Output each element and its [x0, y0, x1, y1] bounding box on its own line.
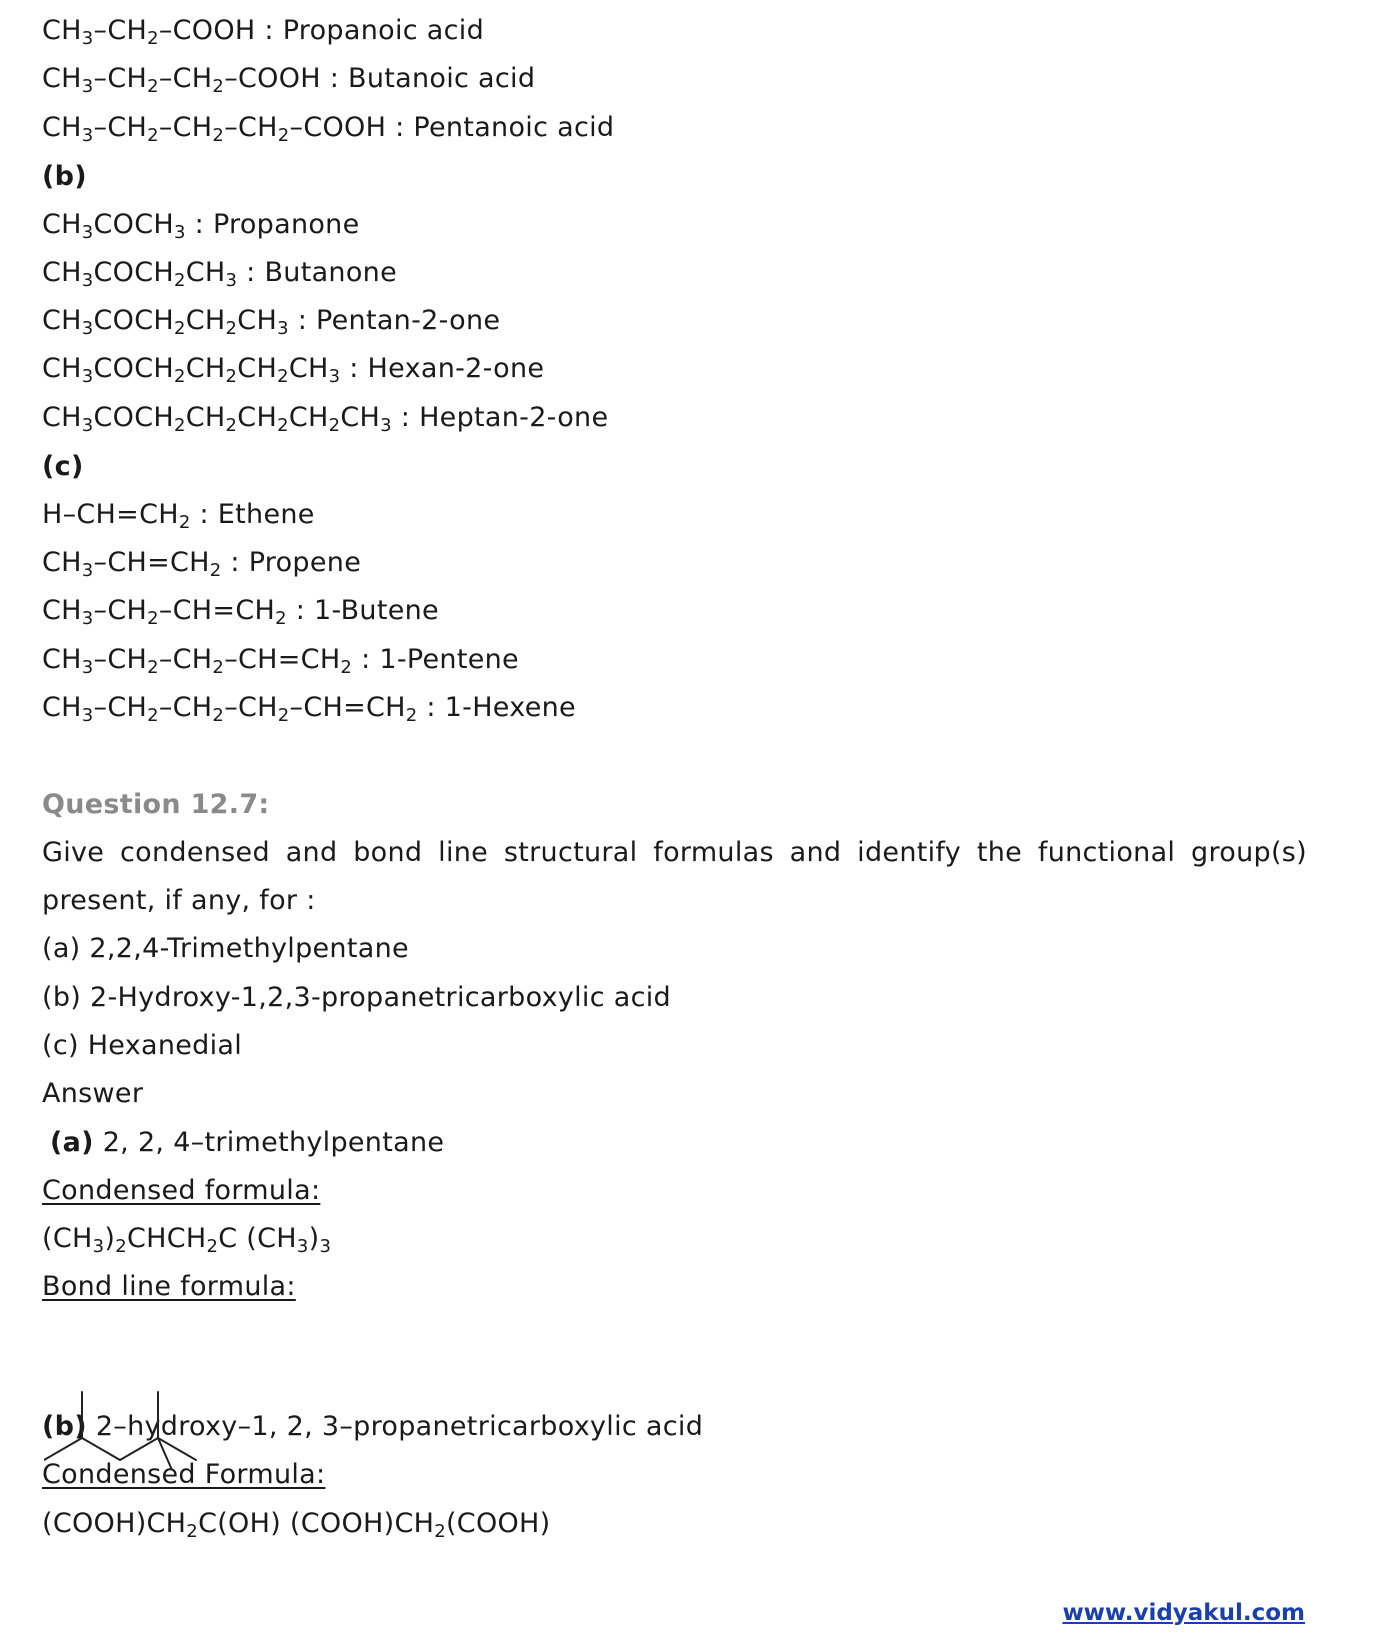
compound-name: Heptan-2-one	[419, 402, 609, 433]
condensed-formula-a	[42, 1222, 331, 1256]
chemical-formula	[42, 644, 353, 678]
question-heading: Question 12.7:	[42, 789, 270, 820]
answer-part-b-tag: (b)	[42, 1411, 87, 1442]
subscript: 2	[405, 705, 418, 726]
formula-text: (COOH)	[445, 1508, 551, 1539]
alkene-row	[42, 546, 361, 580]
formula-text: –CH=CH	[224, 644, 341, 675]
subscript: 3	[296, 1236, 309, 1257]
question-word: line	[438, 837, 489, 868]
formula-text: COCH	[93, 209, 174, 240]
separator: :	[352, 644, 380, 675]
question-text-line-2: present, if any, for :	[42, 885, 316, 916]
acid-row	[42, 14, 484, 48]
formula-text: CH	[185, 305, 226, 336]
subscript: 3	[81, 366, 94, 387]
bond-line-formula-label: Bond line formula:	[42, 1271, 296, 1302]
subscript: 2	[212, 76, 225, 97]
footer-website-link[interactable]: www.vidyakul.com	[1062, 1600, 1305, 1626]
subscript: 3	[81, 415, 94, 436]
formula-text: CH	[42, 209, 82, 240]
formula-text: )	[308, 1223, 320, 1254]
ketone-row	[42, 401, 608, 435]
subscript: 2	[147, 76, 159, 97]
ketone-row	[42, 352, 544, 386]
formula-text: –CH=CH	[289, 692, 406, 723]
formula-text: CH	[185, 257, 226, 288]
subscript: 2	[174, 415, 186, 436]
answer-part-b-name: 2–hydroxy–1, 2, 3–propanetricarboxylic acid	[95, 1411, 704, 1442]
compound-name: Butanone	[264, 257, 397, 288]
question-word: functional	[1037, 837, 1176, 868]
subscript: 3	[319, 1236, 332, 1257]
question-item-b: (b) 2-Hydroxy-1,2,3-propanetricarboxylic acid	[42, 982, 671, 1013]
answer-part-a-tag: (a)	[50, 1127, 94, 1158]
alkene-row	[42, 498, 315, 532]
formula-text: CH	[288, 402, 329, 433]
subscript: 2	[178, 512, 191, 533]
formula-text: CHCH	[126, 1223, 207, 1254]
compound-name: Propanoic acid	[282, 15, 485, 46]
chemical-formula	[42, 15, 256, 49]
subscript: 3	[81, 608, 94, 629]
subscript: 2	[147, 125, 159, 146]
formula-text: CH	[237, 305, 278, 336]
formula-text: COCH	[93, 353, 174, 384]
chemical-formula	[42, 209, 186, 243]
subscript: 3	[81, 270, 94, 291]
subscript: 2	[434, 1521, 446, 1542]
formula-text: –CH	[224, 112, 278, 143]
bond-c1-c2	[44, 1438, 82, 1460]
formula-text: CH	[42, 305, 82, 336]
subscript: 3	[81, 76, 94, 97]
acid-row	[42, 62, 535, 96]
formula-text: –COOH	[224, 63, 321, 94]
formula-text: CH	[42, 257, 82, 288]
subscript: 2	[212, 125, 225, 146]
subscript: 2	[147, 705, 159, 726]
compound-name: 1-Butene	[314, 595, 439, 626]
subscript: 2	[147, 608, 159, 629]
formula-text: –CH=CH	[158, 595, 276, 626]
answer-label: Answer	[42, 1078, 144, 1109]
formula-text: CH	[288, 353, 329, 384]
formula-text: –CH	[158, 63, 213, 94]
formula-text: –CH	[93, 63, 148, 94]
formula-text: –CH	[158, 112, 213, 143]
formula-text: CH	[42, 692, 82, 723]
separator: :	[286, 595, 315, 626]
formula-text: –CH=CH	[93, 547, 210, 578]
formula-text: COCH	[93, 402, 174, 433]
subscript: 2	[340, 657, 353, 678]
acid-row	[42, 111, 614, 145]
formula-text: –CH	[93, 692, 148, 723]
formula-text: CH	[237, 353, 278, 384]
section-c-label: (c)	[42, 451, 84, 482]
chemical-formula	[42, 63, 321, 97]
question-item-a: (a) 2,2,4-Trimethylpentane	[42, 933, 409, 964]
answer-part-a	[50, 1126, 444, 1160]
subscript: 3	[81, 560, 94, 581]
chemical-formula	[42, 402, 392, 436]
formula-text: –CH	[93, 644, 148, 675]
formula-text: –COOH	[158, 15, 256, 46]
separator: :	[255, 15, 283, 46]
subscript: 2	[147, 657, 159, 678]
formula-text: (COOH)CH	[42, 1508, 187, 1539]
bond-c3-c4	[120, 1438, 158, 1460]
subscript: 2	[206, 1236, 219, 1257]
compound-name: Pentan-2-one	[316, 305, 501, 336]
subscript: 3	[81, 318, 94, 339]
compound-name: Ethene	[217, 499, 315, 530]
subscript: 2	[212, 705, 225, 726]
formula-text: CH	[42, 112, 82, 143]
formula-text: C (CH	[218, 1223, 297, 1254]
compound-name: Hexan-2-one	[367, 353, 545, 384]
separator: :	[417, 692, 445, 723]
subscript: 3	[81, 125, 94, 146]
chemical-formula	[42, 595, 287, 629]
subscript: 2	[328, 415, 341, 436]
formula-text: H–CH=CH	[42, 499, 179, 530]
formula-text: C(OH) (COOH)CH	[198, 1508, 435, 1539]
formula-text: CH	[237, 402, 278, 433]
compound-name: Butanoic acid	[348, 63, 536, 94]
alkene-row	[42, 691, 576, 725]
subscript: 3	[81, 705, 94, 726]
condensed-formula-b	[42, 1507, 551, 1541]
formula-text: –CH	[93, 15, 148, 46]
subscript: 2	[209, 560, 222, 581]
ketone-row	[42, 304, 500, 338]
separator: :	[190, 499, 218, 530]
subscript: 2	[277, 125, 290, 146]
formula-text: CH	[42, 353, 82, 384]
question-text-line-1	[42, 836, 1307, 870]
chemical-formula	[42, 353, 341, 387]
section-b-label: (b)	[42, 161, 87, 192]
condensed-formula-label-b: Condensed Formula:	[42, 1459, 326, 1490]
question-word: bond	[353, 837, 423, 868]
subscript: 2	[212, 657, 225, 678]
formula-text: CH	[185, 402, 226, 433]
separator: :	[340, 353, 368, 384]
formula-text: –CH	[158, 692, 213, 723]
bond-c2-c3	[82, 1438, 120, 1460]
subscript: 2	[225, 415, 238, 436]
separator: :	[320, 63, 349, 94]
subscript: 2	[186, 1521, 199, 1542]
formula-text: CH	[42, 63, 82, 94]
compound-name: 1-Hexene	[444, 692, 576, 723]
separator: :	[237, 257, 265, 288]
question-word: identify	[857, 837, 962, 868]
compound-name: Pentanoic acid	[413, 112, 615, 143]
formula-text: –CH	[93, 595, 148, 626]
chemical-formula	[42, 499, 191, 533]
compound-name: 1-Pentene	[379, 644, 519, 675]
subscript: 2	[225, 366, 238, 387]
formula-text: (CH	[42, 1223, 93, 1254]
formula-text: COCH	[93, 257, 174, 288]
formula-text: CH	[42, 595, 82, 626]
ketone-row	[42, 208, 360, 242]
alkene-row	[42, 594, 439, 628]
subscript: 3	[328, 366, 341, 387]
formula-text: )	[104, 1223, 116, 1254]
chemical-formula	[42, 547, 222, 581]
subscript: 3	[174, 222, 186, 243]
subscript: 2	[174, 318, 186, 339]
compound-name: Propanone	[212, 209, 360, 240]
question-word: the	[976, 837, 1023, 868]
chemical-formula	[42, 257, 238, 291]
separator: :	[386, 112, 414, 143]
subscript: 3	[81, 657, 94, 678]
subscript: 2	[277, 366, 289, 387]
subscript: 3	[380, 415, 392, 436]
question-word: and	[285, 837, 338, 868]
formula-text: –CH	[158, 644, 213, 675]
formula-text: CH	[42, 402, 82, 433]
question-word: formulas	[653, 837, 774, 868]
chemical-formula	[42, 305, 289, 339]
formula-text: CH	[340, 402, 381, 433]
subscript: 2	[147, 28, 159, 49]
condensed-formula-label-a: Condensed formula:	[42, 1175, 321, 1206]
question-word: Give	[42, 837, 105, 868]
formula-text: COCH	[93, 305, 174, 336]
compound-name: Propene	[248, 547, 362, 578]
formula-text: CH	[185, 353, 226, 384]
alkene-row	[42, 643, 519, 677]
subscript: 2	[277, 705, 290, 726]
formula-text: CH	[42, 15, 82, 46]
separator: :	[391, 402, 420, 433]
subscript: 3	[277, 318, 289, 339]
subscript: 3	[81, 222, 94, 243]
subscript: 2	[115, 1236, 127, 1257]
chemical-formula	[42, 692, 418, 726]
question-word: group(s)	[1191, 837, 1307, 868]
formula-text: –COOH	[289, 112, 387, 143]
question-word: and	[789, 837, 842, 868]
subscript: 2	[275, 608, 287, 629]
answer-part-a-name: 2, 2, 4–trimethylpentane	[102, 1127, 445, 1158]
formula-text: CH	[42, 644, 82, 675]
question-word: condensed	[120, 837, 270, 868]
question-item-c: (c) Hexanedial	[42, 1030, 243, 1061]
subscript: 2	[225, 318, 238, 339]
subscript: 2	[174, 270, 186, 291]
ketone-row	[42, 256, 397, 290]
subscript: 3	[81, 28, 94, 49]
separator: :	[221, 547, 249, 578]
formula-text: –CH	[93, 112, 148, 143]
separator: :	[288, 305, 316, 336]
question-word: structural	[503, 837, 638, 868]
chemical-formula	[42, 112, 387, 146]
separator: :	[185, 209, 213, 240]
subscript: 3	[225, 270, 238, 291]
subscript: 2	[174, 366, 186, 387]
subscript: 2	[277, 415, 289, 436]
formula-text: CH	[42, 547, 82, 578]
formula-text: –CH	[224, 692, 278, 723]
bond-line-structure-trimethylpentane	[44, 1390, 214, 1470]
subscript: 3	[92, 1236, 105, 1257]
